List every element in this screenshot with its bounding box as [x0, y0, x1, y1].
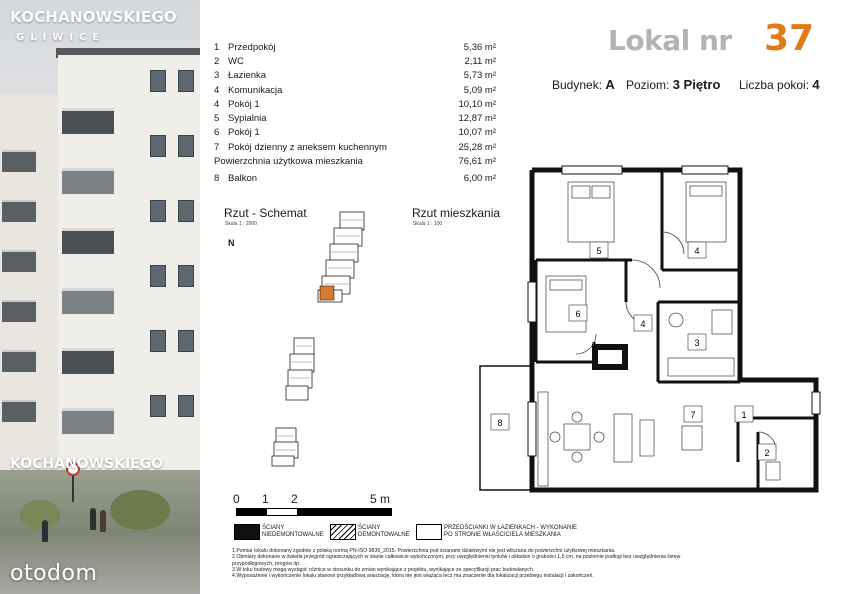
legend-removable-walls: ŚCIANY DEMONTOWALNE [358, 525, 410, 538]
room-area: 10,07 m² [458, 127, 496, 139]
legend-fixed-walls: ŚCIANY NIEDEMONTOWALNE [262, 525, 324, 538]
room-name: Przedpokój [228, 41, 276, 53]
schema-title: Rzut - Schemat [224, 206, 307, 220]
brand-title: KOCHANOWSKIEGO [10, 8, 177, 26]
brand-city: GLIWICE [16, 32, 106, 43]
floor-plan [476, 162, 826, 494]
total-area-label: Powierzchnia użytkowa mieszkania [214, 156, 363, 168]
legend-partitions: PRZEDŚCIANKI W ŁAZIENKACH - WYKONANIE PO STRONIE WŁAŚCICIELA MIESZKANIA [444, 525, 578, 538]
room-area: 5,36 m² [463, 41, 496, 53]
room-name: WC [228, 55, 244, 67]
room-name: Sypialnia [228, 113, 267, 125]
total-area-row [214, 154, 496, 168]
room-row [214, 126, 496, 140]
building-photo [0, 0, 200, 594]
room-row [214, 111, 496, 125]
room-row [214, 83, 496, 97]
room-area: 6,00 m² [463, 173, 496, 185]
lokal-label: Lokal nr [608, 24, 732, 57]
room-number: 8 [214, 173, 220, 185]
pokoje-label: Liczba pokoi: [739, 78, 810, 92]
plan-title: Rzut mieszkania [412, 206, 501, 220]
poziom-info [626, 77, 720, 92]
room-number: 1 [214, 41, 220, 53]
scale-bar [236, 508, 392, 516]
room-name: Komunikacja [228, 84, 283, 96]
room-number: 4 [214, 84, 220, 96]
plan-room-label: 4 [640, 319, 646, 329]
room-row [214, 54, 496, 68]
scale-label: 0 [233, 492, 240, 506]
footnote: 4.Wyposażenie i wykończenie lokalu stanowi przykładową aranżację, która nie jest wiążąca lecz ma znaczenie dla lokalizacji przebiegu instalacji i zakończeń. [232, 573, 594, 580]
pokoje-value: 4 [812, 77, 820, 92]
room-number: 2 [214, 55, 220, 67]
plan-room-label: 2 [764, 448, 770, 458]
site-schema [260, 200, 390, 470]
balcony-row [214, 172, 496, 186]
room-row [214, 97, 496, 111]
plan-room-label: 1 [741, 410, 747, 420]
room-number: 4 [214, 98, 220, 110]
budynek-info [552, 77, 615, 92]
room-area: 2,11 m² [464, 55, 496, 67]
scale-label: 5 m [370, 492, 391, 506]
plan-room-label: 3 [694, 338, 700, 348]
room-name: Balkon [228, 173, 258, 185]
budynek-label: Budynek: [552, 78, 603, 92]
room-name: Pokój 1 [228, 98, 260, 110]
legend-swatch-removable [330, 524, 356, 540]
room-number: 7 [214, 141, 220, 153]
plan-room-label: 6 [575, 309, 581, 319]
room-area: 25,28 m² [458, 141, 496, 153]
poziom-value: 3 Piętro [672, 77, 721, 92]
room-number: 5 [214, 113, 220, 125]
otodom-watermark: otodom [10, 561, 98, 586]
footnote: 3.W toku budowy mogą wystąpić różnice w stosunku do zmian wynikające z projektu, wynikające ze specyfikacji prac budowlanych. [232, 566, 535, 573]
room-area: 5,73 m² [463, 70, 496, 82]
room-number: 3 [214, 70, 220, 82]
brand-bottom-title: KOCHANOWSKIEGO [10, 456, 164, 472]
budynek-value: A [605, 77, 615, 92]
room-name: Łazienka [228, 70, 267, 82]
plan-scale: Skala 1 : 100 [413, 221, 443, 227]
total-area-value: 76,61 m² [458, 156, 496, 168]
plan-room-label: 4 [694, 246, 700, 256]
footnote: 1.Pomiar lokalu dokonany zgodnie z polską normą PN-ISO 9836_2015. Powierzchnia pod ścianami działowymi nie jest wliczana do powierzchni użytkowej mieszkania. [232, 548, 616, 554]
plan-room-label: 7 [690, 410, 696, 420]
poziom-label: Poziom: [626, 78, 670, 92]
pokoje-info [739, 77, 820, 92]
room-name: Pokój dzienny z aneksem kuchennym [228, 141, 387, 153]
legend-swatch-partitions [416, 524, 442, 540]
room-area: 10,10 m² [458, 98, 496, 110]
lokal-number: 37 [764, 18, 815, 59]
plan-room-label: 8 [497, 418, 503, 428]
schema-scale: Skala 1 : 2000 [225, 221, 257, 227]
room-row [214, 40, 496, 54]
room-list [214, 40, 496, 186]
room-name: Pokój 1 [228, 127, 260, 139]
footnote: 2.Obmiary dokonane w świetle przegród ograniczających w stanie całkowicie wykończonym, przy uwzględnieniu tynków i okładzin o grubości 1,5 cm, na poziomie podłogi bez uwzględnienia listew przypodłogowych, progów itp. [232, 554, 681, 567]
scale-label: 1 [262, 492, 269, 506]
room-area: 5,09 m² [463, 84, 496, 96]
room-number: 6 [214, 127, 220, 139]
plan-room-label: 5 [596, 246, 602, 256]
legend-swatch-fixed [234, 524, 260, 540]
footnotes [232, 548, 682, 579]
room-area: 12,87 m² [458, 113, 496, 125]
room-row [214, 69, 496, 83]
room-row [214, 140, 496, 154]
highlighted-unit [320, 286, 334, 300]
north-label: N [228, 238, 235, 248]
scale-label: 2 [291, 492, 298, 506]
